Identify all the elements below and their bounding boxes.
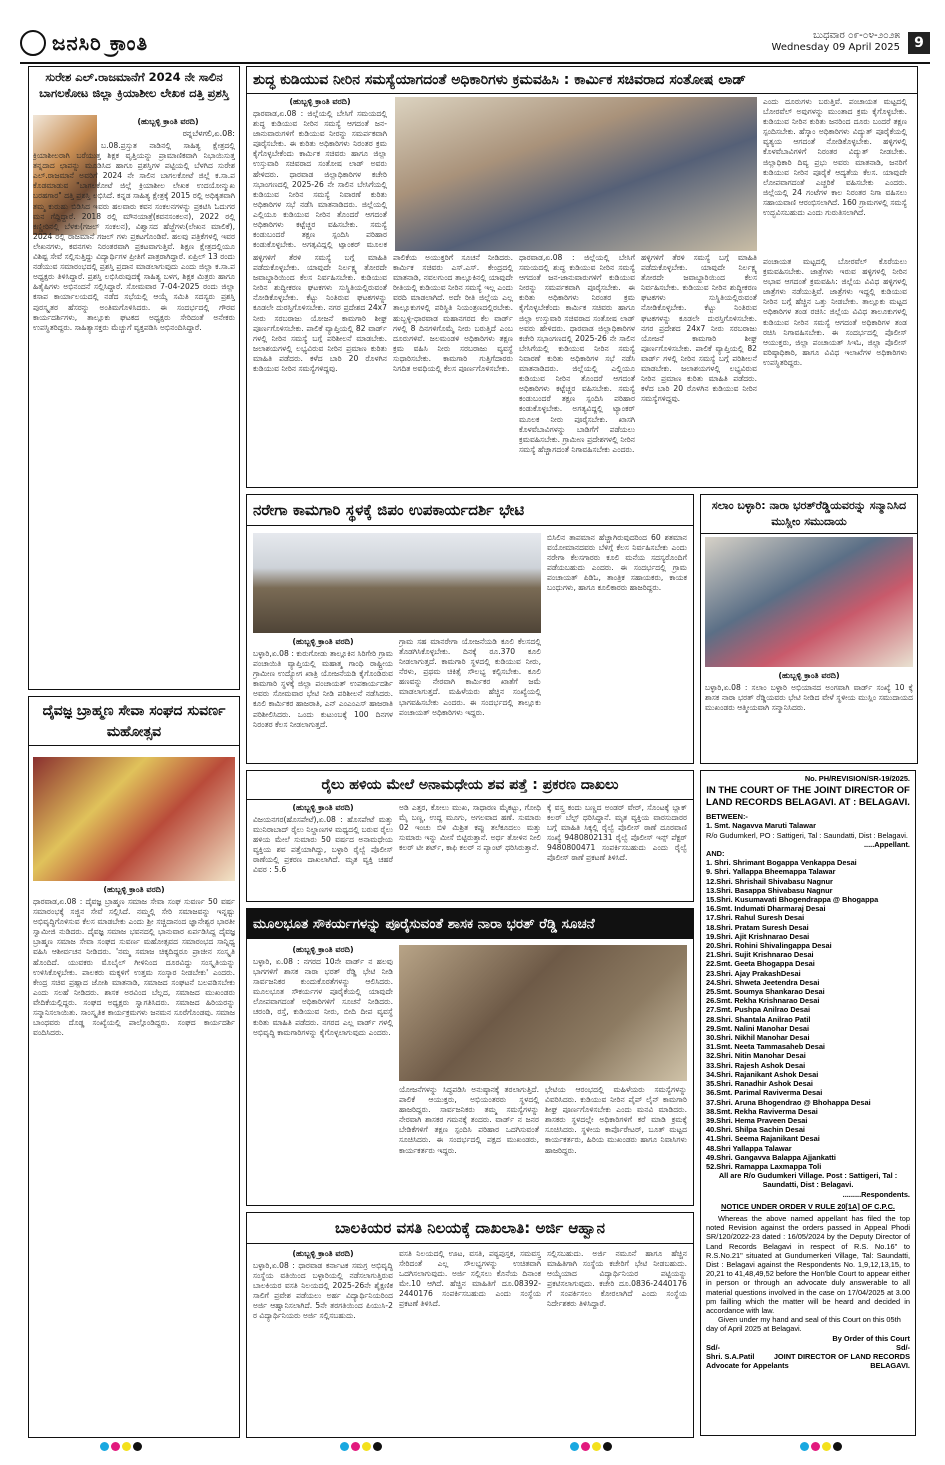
cyan-dot	[340, 1442, 349, 1451]
registration-marks-3	[570, 1442, 612, 1451]
railway-col-2: ಅಡಿ ಎತ್ತರ, ಕೋಲು ಮುಖ, ಸಾಧಾರಣ ಮೈಕಟ್ಟು, ಗೋಧಿ ಮೈ ಬಣ್ಣ, ಉದ್ದ ಮೂಗು, ಅಗಲವಾದ ಹಣೆ. ಸುಮಾರು 02 ಇಂಚು ಬಿಳಿ ಮಿಶ್ರಿತ ಕಪ್ಪು ತಲೆಕೂದಲು ಮತ್ತು ಸುಮಾರು ಇನ್ನು ಮೀಸೆ ಬಿಟ್ಟಿರುತ್ತಾನೆ. ಅರ್ಧ ತೋಳಿನ ನೀಲಿ ಕಲರ್ ಟೀ ಶರ್ಟ್, ಕಾಫಿ ಕಲರ್ ನ ಪ್ಯಾಂಟ್ ಧರಿಸಿರುತ್ತಾನೆ.	[399, 803, 541, 853]
daivajna-headline: ದೈವಜ್ಞ ಬ್ರಾಹ್ಮಣ ಸೇವಾ ಸಂಘದ ಸುವರ್ಣ ಮಹೋತ್ಸವ	[29, 697, 239, 746]
narega-article	[246, 494, 694, 764]
date-block	[772, 30, 900, 54]
infra-photo	[399, 945, 687, 1081]
page-number: 9	[908, 32, 930, 54]
appellant-name: 1. Smt. Nagavva Maruti Talawar	[706, 821, 816, 831]
respondent-item: 22.Smt. Geeta Bhogappa Desai	[706, 959, 815, 969]
respondent-item: 20.Shri. Rohini Shivalingappa Desai	[706, 941, 832, 951]
lead-col-2: ಪಾಲಿಕೆಯ ಅಯುಕ್ತರಿಗೆ ಸೂಚನೆ ನೀಡಿದರು. ಕಾರ್ಮಿಕ ಸಚಿವರು ಎಸ್.ಎಸ್. ಕೇಂದ್ರದಲ್ಲಿ ಮಾತನಾಡಿ, ನವಲಗುಂದ ತಾಲ್ಲೂಕಿನಲ್ಲಿ ಯಾವುದೇ ರೀತಿಯಲ್ಲಿ ಕುಡಿಯುವ ನೀರಿನ ಸಮಸ್ಯೆ ಇಲ್ಲ ಎಂದು ವರದಿ ಮಾಡಲಾಗಿದೆ. ಅದೇ ರೀತಿ ಜಿಲ್ಲೆಯ ಎಲ್ಲ ತಾಲ್ಲೂಕುಗಳಲ್ಲಿ ಪರಿಸ್ಥಿತಿ ನಿಯಂತ್ರಣದಲ್ಲಿರಬೇಕು. ಹುಬ್ಬಳ್ಳಿ-ಧಾರವಾಡ ಮಹಾನಗರದ ಕೆಲ ವಾರ್ಡ್ ಗಳಲ್ಲಿ 8 ದಿನಗಳಿಗೊಮ್ಮೆ ನೀರು ಬರುತ್ತಿದೆ ಎಂಬ ದೂರುಗಳಿವೆ. ಜಲಮಂಡಳಿ ಅಧಿಕಾರಿಗಳು ತಕ್ಷಣ ಕ್ರಮ ವಹಿಸಿ ನೀರು ಸರಬರಾಜು ವ್ಯವಸ್ಥೆ ಸುಧಾರಿಸಬೇಕು. ಕಾಮಗಾರಿ ಗುತ್ತಿಗೆದಾರರು ನಿಗದಿತ ಅವಧಿಯಲ್ಲಿ ಕೆಲಸ ಪೂರ್ಣಗೊಳಿಸಬೇಕು.	[393, 253, 513, 374]
respondents-address: All are R/o Gudumkeri Village. Post : Sattigeri, Tal : Saundatti, Dist : Belagavi.	[718, 1171, 898, 1190]
respondent-item: 17.Shri. Rahul Suresh Desai	[706, 913, 805, 923]
court-ref-no: No. PH/REVISION/SR-19/2025.	[804, 774, 910, 783]
respondent-item: 39.Shri. Hema Praveen Desai	[706, 1115, 808, 1125]
black-dot	[373, 1442, 382, 1451]
cyan-dot	[100, 1442, 109, 1451]
respondent-item: 1. Shri. Shrimant Bogappa Venkappa Desai	[706, 858, 857, 868]
respondent-item: 30.Shri. Nikhil Manohar Desai	[706, 1033, 810, 1043]
hostel-headline: ಬಾಲಕಿಯರ ವಸತಿ ನಿಲಯಕ್ಕೆ ದಾಖಲಾತಿ: ಅರ್ಜಿ ಆಹ್ವಾನ	[247, 1213, 693, 1244]
signature-row-names	[706, 1352, 910, 1361]
respondent-item: 24.Shri. Shweta Jeetendra Desai	[706, 977, 820, 987]
lead-col-1b: ಹಳ್ಳಿಗಳಿಗೆ ತೆರಳಿ ಸಮಸ್ಯೆ ಬಗ್ಗೆ ಮಾಹಿತಿ ಪಡೆದುಕೊಳ್ಳಬೇಕು. ಯಾವುದೇ ನಿರ್ಲಕ್ಷ್ಯ ತೋರದೇ ಜವಾಬ್ದಾರಿಯಿಂದ ಕೆಲಸ ನಿರ್ವಹಿಸಬೇಕು. ಕುಡಿಯುವ ನೀರಿನ ಶುದ್ಧೀಕರಣ ಘಟಕಗಳು ಸುಸ್ಥಿತಿಯಲ್ಲಿರುವಂತೆ ನೋಡಿಕೊಳ್ಳಬೇಕು. ಕೆಟ್ಟು ನಿಂತಿರುವ ಘಟಕಗಳನ್ನು ಕೂಡಲೇ ದುರಸ್ತಿಗೊಳಿಸಬೇಕು. ನಗರ ಪ್ರದೇಶದ 24x7 ನೀರು ಸರಬರಾಜು ಯೋಜನೆ ಕಾಮಗಾರಿ ಶೀಘ್ರ ಪೂರ್ಣಗೊಳಿಸಬೇಕು. ಪಾಲಿಕೆ ವ್ಯಾಪ್ತಿಯಲ್ಲಿ 82 ವಾರ್ಡ್ ಗಳಲ್ಲಿ ನೀರಿನ ಸಮಸ್ಯೆ ಬಗ್ಗೆ ಪರಿಶೀಲನೆ ಮಾಡಬೇಕು. ಜಲಾಶಯಗಳಲ್ಲಿ ಲಭ್ಯವಿರುವ ನೀರಿನ ಪ್ರಮಾಣ ಕುರಿತು ಮಾಹಿತಿ ಪಡೆದರು. ಕಳೆದ ಬಾರಿ 20 ರೊಳಗಿನ ಕುಡಿಯುವ ನೀರಿನ ಸಮಸ್ಯೆಗಳಿದ್ದವು.	[253, 253, 387, 374]
court-between: BETWEEN:-	[706, 812, 748, 822]
infra-byline: (ಹುಬ್ಬಳ್ಳಿ ಕ್ರಾಂತಿ ವರದಿ)	[292, 945, 354, 954]
hostel-col-2: ವಸತಿ ನಿಲಯದಲ್ಲಿ ಊಟ, ವಸತಿ, ಪಠ್ಯಪುಸ್ತಕ, ಸಮವಸ್ತ್ರ ಸೇರಿದಂತೆ ಎಲ್ಲ ಸೌಲಭ್ಯಗಳನ್ನು ಉಚಿತವಾಗಿ ಒದಗಿಸಲಾಗುವುದು. ಅರ್ಜಿ ಸಲ್ಲಿಸಲು ಕೊನೆಯ ದಿನಾಂಕ ಮೇ.10 ಆಗಿದೆ. ಹೆಚ್ಚಿನ ಮಾಹಿತಿಗೆ ದೂ.08392-2440176 ಸಂಪರ್ಕಿಸಬಹುದು ಎಂದು ಸಂಸ್ಥೆಯ ಪ್ರಕಟಣೆ ತಿಳಿಸಿದೆ.	[399, 1249, 541, 1309]
salaam-body: ಬಳ್ಳಾರಿ,ಏ.08 : ಸಲಾಂ ಬಳ್ಳಾರಿ ಅಭಿಯಾನದ ಅಂಗವಾಗಿ ವಾರ್ಡ್ ಸಂಖ್ಯೆ 10 ಕ್ಕೆ ಶಾಸಕ ನಾರಾ ಭರತ್ ರೆಡ್ಡಿಯವರು ಭೇಟಿ ನೀಡಿದ ವೇಳೆ ಸ್ಥಳೀಯ ಮುಸ್ಲಿಂ ಸಮುದಾಯದ ಮುಖಂಡರು ಆತ್ಮೀಯವಾಗಿ ಸನ್ಮಾನಿಸಿದರು.	[705, 683, 913, 713]
daivajna-photo	[33, 757, 235, 881]
railway-col-1: ವಿಜಯನಗರ(ಹೊಸಪೇಟೆ),ಏ.08 : ಹೊಸಪೇಟೆ ಮತ್ತು ಮುನಿರಾಬಾದ್ ರೈಲು ನಿಲ್ದಾಣಗಳ ಮಧ್ಯದಲ್ಲಿ ಬರುವ ರೈಲು ಹಳಿಯ ಮೇಲೆ ಸುಮಾರು 50 ವರ್ಷದ ಅನಾಮಧೇಯ ವ್ಯಕ್ತಿಯ ಶವ ಪತ್ತೆಯಾಗಿದ್ದು, ಬಳ್ಳಾರಿ ರೈಲ್ವೆ ಪೊಲೀಸ್ ಠಾಣೆಯಲ್ಲಿ ಪ್ರಕರಣ ದಾಖಲಾಗಿದೆ. ಮೃತ ವ್ಯಕ್ತಿ ಚಹರೆ ವಿವರ : 5.6	[253, 815, 393, 875]
signature-row-roles	[706, 1361, 910, 1370]
railway-headline: ರೈಲು ಹಳಿಯ ಮೇಲೆ ಅನಾಮಧೇಯ ಶವ ಪತ್ತೆ : ಪ್ರಕರಣ ದಾಖಲು	[247, 771, 693, 800]
registration-marks-4	[800, 1442, 842, 1451]
infra-col-2: ಯೋಜನೆಗಳನ್ನು ಸಿದ್ಧಪಡಿಸಿ ಅನುಷ್ಠಾನಕ್ಕೆ ತರಲಾಗುತ್ತಿದೆ. ಪಾಲಿಕೆ ಆಯುಕ್ತರು, ಅಭಿಯಂತರರು ಸ್ಥಳದಲ್ಲಿ ಹಾಜರಿದ್ದರು. ಸಾರ್ವಜನಿಕರು ತಮ್ಮ ಸಮಸ್ಯೆಗಳನ್ನು ನೇರವಾಗಿ ಶಾಸಕರ ಗಮನಕ್ಕೆ ತಂದರು. ವಾರ್ಡ್ ನ ಜನರ ಬೇಡಿಕೆಗಳಿಗೆ ತಕ್ಷಣ ಸ್ಪಂದಿಸಿ ಪರಿಹಾರ ಒದಗಿಸುವಂತೆ ಸೂಚಿಸಿದರು. ಈ ಸಂದರ್ಭದಲ್ಲಿ ಪಕ್ಷದ ಮುಖಂಡರು, ಕಾರ್ಯಕರ್ತರು ಇದ್ದರು.	[399, 1085, 539, 1155]
respondent-item: 36.Smt. Parimal Raviverma Desai	[706, 1088, 823, 1098]
lead-col-4: ಹಳ್ಳಿಗಳಿಗೆ ತೆರಳಿ ಸಮಸ್ಯೆ ಬಗ್ಗೆ ಮಾಹಿತಿ ಪಡೆದುಕೊಳ್ಳಬೇಕು. ಯಾವುದೇ ನಿರ್ಲಕ್ಷ್ಯ ತೋರದೇ ಜವಾಬ್ದಾರಿಯಿಂದ ಕೆಲಸ ನಿರ್ವಹಿಸಬೇಕು. ಕುಡಿಯುವ ನೀರಿನ ಶುದ್ಧೀಕರಣ ಘಟಕಗಳು ಸುಸ್ಥಿತಿಯಲ್ಲಿರುವಂತೆ ನೋಡಿಕೊಳ್ಳಬೇಕು. ಕೆಟ್ಟು ನಿಂತಿರುವ ಘಟಕಗಳನ್ನು ಕೂಡಲೇ ದುರಸ್ತಿಗೊಳಿಸಬೇಕು. ನಗರ ಪ್ರದೇಶದ 24x7 ನೀರು ಸರಬರಾಜು ಯೋಜನೆ ಕಾಮಗಾರಿ ಶೀಘ್ರ ಪೂರ್ಣಗೊಳಿಸಬೇಕು. ಪಾಲಿಕೆ ವ್ಯಾಪ್ತಿಯಲ್ಲಿ 82 ವಾರ್ಡ್ ಗಳಲ್ಲಿ ನೀರಿನ ಸಮಸ್ಯೆ ಬಗ್ಗೆ ಪರಿಶೀಲನೆ ಮಾಡಬೇಕು. ಜಲಾಶಯಗಳಲ್ಲಿ ಲಭ್ಯವಿರುವ ನೀರಿನ ಪ್ರಮಾಣ ಕುರಿತು ಮಾಹಿತಿ ಪಡೆದರು. ಕಳೆದ ಬಾರಿ 20 ರೊಳಗಿನ ಕುಡಿಯುವ ನೀರಿನ ಸಮಸ್ಯೆಗಳಿದ್ದವು.	[641, 253, 757, 404]
infra-article	[246, 908, 694, 1206]
given-under: Given under my hand and seal of this Court on this 05th day of April 2025 at Belagavi.	[706, 1315, 901, 1334]
yellow-dot	[592, 1442, 601, 1451]
respondents-list	[706, 858, 910, 1171]
lead-photo	[395, 97, 757, 251]
respondent-item: 13.Shri. Basappa Shivabasu Nagnur	[706, 885, 833, 895]
sd-right: Sd/-	[896, 1342, 910, 1352]
magenta-dot	[351, 1442, 360, 1451]
infra-col-3: ಭೇಟಿಯ ಆರಂಭದಲ್ಲಿ ಮಹಿಳೆಯರು ಸಮಸ್ಯೆಗಳನ್ನು ವಿವರಿಸಿದರು. ಕುಡಿಯುವ ನೀರಿನ ಪೈಪ್ ಲೈನ್ ಕಾಮಗಾರಿ ಶೀಘ್ರ ಪೂರ್ಣಗೊಳಿಸಬೇಕು ಎಂದು ಮನವಿ ಮಾಡಿದರು. ಶಾಸಕರು ಸ್ಥಳದಲ್ಲೇ ಅಧಿಕಾರಿಗಳಿಗೆ ಕರೆ ಮಾಡಿ ಕ್ರಮಕ್ಕೆ ಸೂಚಿಸಿದರು. ಸ್ಥಳೀಯ ಕಾರ್ಪೊರೇಟರ್, ಬೂತ್ ಮಟ್ಟದ ಕಾರ್ಯಕರ್ತರು, ಹಿರಿಯ ಮುಖಂಡರು ಹಾಗೂ ನಿವಾಸಿಗಳು ಹಾಜರಿದ್ದರು.	[545, 1085, 687, 1155]
respondent-item: 15.Shri. Kusumavati Bhogendrappa @ Bhogappa	[706, 895, 879, 905]
respondent-item: 35.Shri. Ranadhir Ashok Desai	[706, 1079, 813, 1089]
respondent-item: 31.Smt. Neeta Tammasaheb Desai	[706, 1042, 825, 1052]
respondent-item: 34.Shri. Rajanikant Ashok Desai	[706, 1069, 819, 1079]
narega-col-1: ಬಳ್ಳಾರಿ,ಏ.08 : ಕುರುಗೋಡು ತಾಲ್ಲೂಕಿನ ಸಿರಿಗೇರಿ ಗ್ರಾಮ ಪಂಚಾಯಿತಿ ವ್ಯಾಪ್ತಿಯಲ್ಲಿ ಮಹಾತ್ಮ ಗಾಂಧಿ ರಾಷ್ಟ್ರೀಯ ಗ್ರಾಮೀಣ ಉದ್ಯೋಗ ಖಾತ್ರಿ ಯೋಜನೆಯಡಿ ಕೈಗೊಂಡಿರುವ ಕಾಮಗಾರಿ ಸ್ಥಳಕ್ಕೆ ಜಿಲ್ಲಾ ಪಂಚಾಯತ್ ಉಪಕಾರ್ಯದರ್ಶಿ ಅವರು ಸೋಮವಾರ ಭೇಟಿ ನೀಡಿ ಪರಿಶೀಲನೆ ನಡೆಸಿದರು. ಕೂಲಿ ಕಾರ್ಮಿಕರ ಹಾಜರಾತಿ, ಎನ್ ಎಂಎಂಎಸ್ ಹಾಜರಾತಿ ಪರಿಶೀಲಿಸಿದರು. ಒಂದು ಕುಟುಂಬಕ್ಕೆ 100 ದಿನಗಳ ನಿರಂತರ ಕೆಲಸ ನೀಡಲಾಗುತ್ತದೆ.	[253, 649, 393, 729]
magenta-dot	[811, 1442, 820, 1451]
respondent-item: 29.Smt. Nalini Manohar Desai	[706, 1023, 810, 1033]
page-header	[20, 28, 930, 64]
sign2-role: JOINT DIRECTOR OF LAND RECORDS	[773, 1351, 910, 1361]
yellow-dot	[122, 1442, 131, 1451]
court-and: AND:	[706, 849, 725, 859]
lead-headline: ಶುದ್ಧ ಕುಡಿಯುವ ನೀರಿನ ಸಮಸ್ಯೆಯಾಗದಂತೆ ಅಧಿಕಾರಿಗಳು ಕ್ರಮವಹಿಸಿ : ಕಾರ್ಮಿಕ ಸಚಿವರಾದ ಸಂತೋಷ ಲಾಡ್	[247, 67, 917, 94]
magenta-dot	[111, 1442, 120, 1451]
respondent-item: 16.Smt. Indumati Dharmaraj Desai	[706, 904, 826, 914]
lead-article	[246, 66, 918, 488]
daivajna-byline: (ಹುಬ್ಬಳ್ಳಿ ಕ್ರಾಂತಿ ವರದಿ)	[103, 885, 165, 894]
respondent-item: 23.Shri. Ajay PrakashDesai	[706, 968, 801, 978]
court-title: IN THE COURT OF THE JOINT DIRECTOR OF LAND RECORDS BELAGAVI. AT : BELAGAVI.	[706, 785, 910, 809]
registration-marks-2	[340, 1442, 382, 1451]
yellow-dot	[362, 1442, 371, 1451]
respondent-item: 40.Shri. Shilpa Sachin Desai	[706, 1125, 805, 1135]
masthead	[20, 28, 148, 58]
respondent-item: 37.Shri. Aruna Bhogendrao @ Bhohappa Desai	[706, 1097, 871, 1107]
respondent-item: 33.Shri. Rajesh Ashok Desai	[706, 1060, 806, 1070]
black-dot	[603, 1442, 612, 1451]
black-dot	[133, 1442, 142, 1451]
sd-left: Sd/-	[706, 1342, 720, 1352]
yellow-dot	[822, 1442, 831, 1451]
respondent-item: 25.Smt. Soumya Shankarao Desai	[706, 987, 825, 997]
lead-byline: (ಹುಬ್ಬಳ್ಳಿ ಕ್ರಾಂತಿ ವರದಿ)	[289, 97, 351, 106]
narega-col-2: ಗ್ರಾಮ ಸಹ ಮಾನರೇಗಾ ಯೋಜನೆಯಡಿ ಕೂಲಿ ಕೆಲಸದಲ್ಲಿ ತೊಡಗಿಸಿಕೊಳ್ಳಬೇಕು. ದಿನಕ್ಕೆ ರೂ.370 ಕೂಲಿ ನೀಡಲಾಗುತ್ತದೆ. ಕಾಮಗಾರಿ ಸ್ಥಳದಲ್ಲಿ ಕುಡಿಯುವ ನೀರು, ನೆರಳು, ಪ್ರಥಮ ಚಿಕಿತ್ಸೆ ಸೌಲಭ್ಯ ಕಲ್ಪಿಸಬೇಕು. ಕೂಲಿ ಹಣವನ್ನು ನೇರವಾಗಿ ಕಾರ್ಮಿಕರ ಖಾತೆಗೆ ಜಮೆ ಮಾಡಲಾಗುತ್ತದೆ. ಮಹಿಳೆಯರು ಹೆಚ್ಚಿನ ಸಂಖ್ಯೆಯಲ್ಲಿ ಭಾಗವಹಿಸಬೇಕು ಎಂದರು. ಈ ಸಂದರ್ಭದಲ್ಲಿ ತಾಲ್ಲೂಕು ಪಂಚಾಯತ್ ಅಧಿಕಾರಿಗಳು ಇದ್ದರು.	[399, 637, 541, 717]
narega-headline: ನರೇಗಾ ಕಾಮಗಾರಿ ಸ್ಥಳಕ್ಕೆ ಜಿಪಂ ಉಪಕಾರ್ಯದರ್ಶಿ ಭೇಟಿ	[247, 495, 693, 526]
lead-col-3: ಧಾರವಾಡ,ಏ.08 : ಜಿಲ್ಲೆಯಲ್ಲಿ ಬೇಸಿಗೆ ಸಮಯದಲ್ಲಿ ಶುದ್ಧ ಕುಡಿಯುವ ನೀರಿನ ಸಮಸ್ಯೆ ಆಗದಂತೆ ಜನ-ಜಾನುವಾರುಗಳಿಗೆ ಕುಡಿಯುವ ನೀರನ್ನು ಸಮರ್ಪಕವಾಗಿ ಪೂರೈಸಬೇಕು. ಈ ಕುರಿತು ಅಧಿಕಾರಿಗಳು ನಿರಂತರ ಕ್ರಮ ಕೈಗೊಳ್ಳಬೇಕೆಂದು ಕಾರ್ಮಿಕ ಸಚಿವರು ಹಾಗೂ ಜಿಲ್ಲಾ ಉಸ್ತುವಾರಿ ಸಚಿವರಾದ ಸಂತೋಷ ಲಾಡ್ ಅವರು ಹೇಳಿದರು. ಧಾರವಾಡ ಜಿಲ್ಲಾಧಿಕಾರಿಗಳ ಕಚೇರಿ ಸಭಾಂಗಣದಲ್ಲಿ 2025-26 ನೇ ಸಾಲಿನ ಬೇಸಿಗೆಯಲ್ಲಿ ಕುಡಿಯುವ ನೀರಿನ ಸಮಸ್ಯೆ ನಿವಾರಣೆ ಕುರಿತು ಅಧಿಕಾರಿಗಳ ಸಭೆ ನಡೆಸಿ ಮಾತನಾಡಿದರು. ಜಿಲ್ಲೆಯಲ್ಲಿ ಎಲ್ಲಿಯೂ ಕುಡಿಯುವ ನೀರಿನ ತೊಂದರೆ ಆಗದಂತೆ ಅಧಿಕಾರಿಗಳು ಕಟ್ಟೆಚ್ಚರ ವಹಿಸಬೇಕು. ಸಮಸ್ಯೆ ಕಂಡುಬಂದರೆ ತಕ್ಷಣ ಸ್ಪಂದಿಸಿ ಪರಿಹಾರ ಕಂಡುಕೊಳ್ಳಬೇಕು. ಅಗತ್ಯವಿದ್ದಲ್ಲಿ ಟ್ಯಾಂಕರ್ ಮೂಲಕ ನೀರು ಪೂರೈಸಬೇಕು. ಖಾಸಗಿ ಕೊಳವೆಬಾವಿಗಳನ್ನು ಬಾಡಿಗೆಗೆ ಪಡೆಯಲು ಕ್ರಮವಹಿಸಬೇಕು. ಗ್ರಾಮೀಣ ಪ್ರದೇಶಗಳಲ್ಲಿ ನೀರಿನ ಸಮಸ್ಯೆ ಹೆಚ್ಚಾಗದಂತೆ ನಿಗಾವಹಿಸಬೇಕು ಎಂದರು.	[519, 253, 635, 454]
narega-byline: (ಹುಬ್ಬಳ್ಳಿ ಕ್ರಾಂತಿ ವರದಿ)	[292, 637, 354, 646]
railway-col-3: ಕ್ಕೆ ವಸ್ತ್ರ ಕಂದು ಬಣ್ಣದ ಅಂಡರ್ ವೇರ್, ಸೊಂಟಕ್ಕೆ ಬ್ಲಾಕ್ ಕಲರ್ ಬೆಲ್ಟ್ ಧರಿಸಿದ್ದಾನೆ. ಮೃತ ವ್ಯಕ್ತಿಯ ವಾರಸುದಾರರ ಬಗ್ಗೆ ಮಾಹಿತಿ ಸಿಕ್ಕಲ್ಲಿ ರೈಲ್ವೆ ಪೊಲೀಸ್ ಠಾಣೆ ದೂರವಾಣಿ ಸಂಖ್ಯೆ 9480802131 ರೈಲ್ವೆ ಪೊಲೀಸ್ ಇನ್ಸ್ ಪೆಕ್ಟರ್ 9480800471 ಸಂಪರ್ಕಿಸಬಹುದು ಎಂದು ರೈಲ್ವೆ ಪೊಲೀಸ್ ಠಾಣೆ ಪ್ರಕಟಣೆ ತಿಳಿಸಿದೆ.	[547, 803, 687, 863]
hostel-article	[246, 1212, 694, 1438]
salaam-photo	[705, 537, 913, 667]
masthead-logo-icon	[20, 30, 46, 56]
masthead-title: ಜನಸಿರಿ ಕ್ರಾಂತಿ	[52, 31, 149, 55]
sign1-name: Shri. S.A.Patil	[706, 1351, 755, 1361]
award-body: ಬ.08.ಪ್ರಸ್ತುತ ನಾಡಿನಲ್ಲಿ ಸಾಹಿತ್ಯ ಕ್ಷೇತ್ರದಲ್ಲಿ ಕ್ರಿಯಾಶೀಲರಾಗಿ ಬರೆಯುತ್ತ ಶಿಕ್ಷಕ ವೃತ್ತಿಯನ್ನು ಪ್ರಾಮಾಣಿಕವಾಗಿ ನಿಭಾಯಿಸುತ್ತ ತನ್ನದಾದ ಛಾಪನ್ನು ಮೂಡಿಸಿದ ಹಾಗೂ ಪ್ರಶಸ್ತಿಗಳ ಪಟ್ಟಿಯಲ್ಲಿ ಬೆಳಗಿದ ಸುರೇಶ ಎಲ್.ರಾಜಮಾನೆ ಅವರಿಗೆ 2024 ನೇ ಸಾಲಿನ ಬಾಗಲಕೋಟೆ ಜಿಲ್ಲೆ ಕ.ಸಾ.ಪ ಕೊಡಮಾಡುವ "ಬಾಗಲಕೋಟೆ ಜಿಲ್ಲೆ ಕ್ರಿಯಾಶೀಲ ಲೇಖಕ ಉದಯೋನ್ಮುಖ ಬರಹಗಾರ" ದತ್ತಿ ಪ್ರಶಸ್ತಿ ಲಭಿಸಿದೆ. ಕನ್ನಡ ಸಾಹಿತ್ಯ ಕ್ಷೇತ್ರಕ್ಕೆ 2015 ರಲ್ಲಿ ಅಧಿಕೃತವಾಗಿ ತಮ್ಮ ಕುರುಹು ಬಿಡಿಸಿದ ಇವರು ಹಲವಾರು ಕವನ ಸಂಕಲನಗಳನ್ನು ಪ್ರಕಟಿಸಿ ಓದುಗರ ಮನ ಗೆದ್ದಿದ್ದಾರೆ. 2018 ರಲ್ಲಿ ಮೌನಯಾತ್ರೆ(ಕವನಸಂಕಲನ), 2022 ರಲ್ಲಿ ಕಣ್ಣೀರಿನಲ್ಲಿ ಬೆಳಕು(ಗಜಲ್ ಸಂಕಲನ), ವಿಶ್ವಾಸದ ಹೆಜ್ಜೆಗಳು(ಲೇಖನ ಮಾಲಿಕೆ), 2024 ರಲ್ಲಿ ರಾಜಮಾನೆ ಗಜಲ್ ಗಳು ಪ್ರಕಟಗೊಂಡಿವೆ. ಹಲವು ಪತ್ರಿಕೆಗಳಲ್ಲಿ ಇವರ ಲೇಖನಗಳು, ಕವನಗಳು ನಿರಂತರವಾಗಿ ಪ್ರಕಟವಾಗುತ್ತಿವೆ. ಶಿಕ್ಷಣ ಕ್ಷೇತ್ರದಲ್ಲಿಯೂ ವಿಶಿಷ್ಟ ಸೇವೆ ಸಲ್ಲಿಸುತ್ತಿದ್ದು ವಿದ್ಯಾರ್ಥಿಗಳ ಪ್ರೀತಿಗೆ ಪಾತ್ರರಾಗಿದ್ದಾರೆ. ಏಪ್ರಿಲ್ 13 ರಂದು ನಡೆಯುವ ಸಮಾರಂಭದಲ್ಲಿ ಪ್ರಶಸ್ತಿ ಪ್ರದಾನ ಮಾಡಲಾಗುವುದು ಎಂದು ಜಿಲ್ಲಾ ಕ.ಸಾ.ಪ ಅಧ್ಯಕ್ಷರು ತಿಳಿಸಿದ್ದಾರೆ. ಪ್ರಶಸ್ತಿ ಲಭಿಸಿರುವುದಕ್ಕೆ ಸಾಹಿತ್ಯ ಬಳಗ, ಶಿಕ್ಷಕ ಮಿತ್ರರು ಹಾಗೂ ಹಿತೈಷಿಗಳು ಅಭಿನಂದನೆ ಸಲ್ಲಿಸಿದ್ದಾರೆ. ಸೋಮವಾರ 7-04-2025 ರಂದು ಜಿಲ್ಲಾ ಕಸಾಪ ಕಾರ್ಯಾಲಯದಲ್ಲಿ ನಡೆದ ಸಭೆಯಲ್ಲಿ ಆಯ್ಕೆ ಸಮಿತಿ ಸದಸ್ಯರು ಪ್ರಶಸ್ತಿ ಪುರಸ್ಕೃತರ ಹೆಸರನ್ನು ಅಂತಿಮಗೊಳಿಸಿದರು. ಈ ಸಂದರ್ಭದಲ್ಲಿ ಗೌರವ ಕಾರ್ಯದರ್ಶಿಗಳು, ತಾಲ್ಲೂಕು ಘಟಕದ ಅಧ್ಯಕ್ಷರು ಸೇರಿದಂತೆ ಅನೇಕರು ಉಪಸ್ಥಿತರಿದ್ದರು. ಸಾಹಿತ್ಯಾಸಕ್ತರು ಮೆಚ್ಚುಗೆ ವ್ಯಕ್ತಪಡಿಸಿ ಅಭಿನಂದಿಸಿದ್ದಾರೆ.	[33, 141, 235, 332]
respondent-item: 28.Shri. Shantala Anilrao Patil	[706, 1014, 811, 1024]
lead-col-1: ಧಾರವಾಡ,ಏ.08 : ಜಿಲ್ಲೆಯಲ್ಲಿ ಬೇಸಿಗೆ ಸಮಯದಲ್ಲಿ ಶುದ್ಧ ಕುಡಿಯುವ ನೀರಿನ ಸಮಸ್ಯೆ ಆಗದಂತೆ ಜನ-ಜಾನುವಾರುಗಳಿಗೆ ಕುಡಿಯುವ ನೀರನ್ನು ಸಮರ್ಪಕವಾಗಿ ಪೂರೈಸಬೇಕು. ಈ ಕುರಿತು ಅಧಿಕಾರಿಗಳು ನಿರಂತರ ಕ್ರಮ ಕೈಗೊಳ್ಳಬೇಕೆಂದು ಕಾರ್ಮಿಕ ಸಚಿವರು ಹಾಗೂ ಜಿಲ್ಲಾ ಉಸ್ತುವಾರಿ ಸಚಿವರಾದ ಸಂತೋಷ ಲಾಡ್ ಅವರು ಹೇಳಿದರು. ಧಾರವಾಡ ಜಿಲ್ಲಾಧಿಕಾರಿಗಳ ಕಚೇರಿ ಸಭಾಂಗಣದಲ್ಲಿ 2025-26 ನೇ ಸಾಲಿನ ಬೇಸಿಗೆಯಲ್ಲಿ ಕುಡಿಯುವ ನೀರಿನ ಸಮಸ್ಯೆ ನಿವಾರಣೆ ಕುರಿತು ಅಧಿಕಾರಿಗಳ ಸಭೆ ನಡೆಸಿ ಮಾತನಾಡಿದರು. ಜಿಲ್ಲೆಯಲ್ಲಿ ಎಲ್ಲಿಯೂ ಕುಡಿಯುವ ನೀರಿನ ತೊಂದರೆ ಆಗದಂತೆ ಅಧಿಕಾರಿಗಳು ಕಟ್ಟೆಚ್ಚರ ವಹಿಸಬೇಕು. ಸಮಸ್ಯೆ ಕಂಡುಬಂದರೆ ತಕ್ಷಣ ಸ್ಪಂದಿಸಿ ಪರಿಹಾರ ಕಂಡುಕೊಳ್ಳಬೇಕು. ಅಗತ್ಯವಿದ್ದಲ್ಲಿ ಟ್ಯಾಂಕರ್ ಮೂಲಕ	[253, 109, 387, 249]
respondent-item: 12.Shri. Shrishail Shivabasu Nagnur	[706, 876, 833, 886]
respondent-item: 52.Shri. Ramappa Laxmappa Toli	[706, 1161, 822, 1171]
salaam-article	[700, 494, 918, 764]
salaam-headline: ಸಲಾಂ ಬಳ್ಳಾರಿ: ನಾರಾ ಭರತ್‌ರೆಡ್ಡಿಯವರನ್ನು ಸನ್ಮಾನಿಸಿದ ಮುಸ್ಲೀಂ ಸಮುದಾಯ	[701, 495, 917, 534]
hostel-col-3: ಸಲ್ಲಿಸಬಹುದು. ಅರ್ಜಿ ನಮೂನೆ ಹಾಗೂ ಹೆಚ್ಚಿನ ಮಾಹಿತಿಗಾಗಿ ಸಂಸ್ಥೆಯ ಕಚೇರಿಗೆ ಭೇಟಿ ನೀಡಬಹುದು. ಆಯ್ಕೆಯಾದ ವಿದ್ಯಾರ್ಥಿನಿಯರ ಪಟ್ಟಿಯನ್ನು ಪ್ರಕಟಿಸಲಾಗುವುದು. ಕಚೇರಿ ದೂ.0836-2440176 ಗೆ ಸಂಪರ್ಕಿಸಲು ಕೋರಲಾಗಿದೆ ಎಂದು ಸಂಸ್ಥೆಯ ನಿರ್ದೇಶಕರು ತಿಳಿಸಿದ್ದಾರೆ.	[547, 1249, 687, 1309]
narega-photo	[253, 533, 541, 633]
sign2-place: BELAGAVI.	[870, 1361, 910, 1371]
black-dot	[833, 1442, 842, 1451]
signature-row-sd	[706, 1343, 910, 1352]
sign1-role: Advocate for Appelants	[706, 1361, 789, 1371]
date-kannada: ಬುಧವಾರ ೦೯-೦೪-೨೦೨೫	[813, 30, 900, 41]
infra-col-1: ಬಳ್ಳಾರಿ, ಏ.08 : ನಗರದ 10ನೇ ವಾರ್ಡ್ ನ ಹಲವು ಭಾಗಗಳಿಗೆ ಶಾಸಕ ನಾರಾ ಭರತ್ ರೆಡ್ಡಿ ಭೇಟಿ ನೀಡಿ ಸಾರ್ವಜನಿಕರ ಕುಂದುಕೊರತೆಗಳನ್ನು ಆಲಿಸಿದರು. ಮೂಲಭೂತ ಸೌಕರ್ಯಗಳ ಪೂರೈಕೆಯಲ್ಲಿ ಯಾವುದೇ ಲೋಪವಾಗದಂತೆ ಅಧಿಕಾರಿಗಳಿಗೆ ಸೂಚನೆ ನೀಡಿದರು. ಚರಂಡಿ, ರಸ್ತೆ, ಕುಡಿಯುವ ನೀರು, ಬೀದಿ ದೀಪ ವ್ಯವಸ್ಥೆ ಕುರಿತು ಮಾಹಿತಿ ಪಡೆದರು. ನಗರದ ಎಲ್ಲ ವಾರ್ಡ್ ಗಳಲ್ಲಿ ಅಭಿವೃದ್ಧಿ ಕಾಮಗಾರಿಗಳನ್ನು ಕೈಗೊಳ್ಳಲಾಗುವುದು ಎಂದರು.	[253, 957, 393, 1037]
respondent-item: 26.Smt. Rekha Krishnarao Desai	[706, 996, 820, 1006]
hostel-col-1: ಬಳ್ಳಾರಿ,ಏ.08 : ಧಾರವಾಡ ಕರ್ನಾಟಕ ಸಮಗ್ರ ಅಭಿವೃದ್ಧಿ ಸಂಸ್ಥೆಯ ವತಿಯಿಂದ ಬಳ್ಳಾರಿಯಲ್ಲಿ ನಡೆಸಲಾಗುತ್ತಿರುವ ಬಾಲಕಿಯರ ವಸತಿ ನಿಲಯದಲ್ಲಿ 2025-26ನೇ ಶೈಕ್ಷಣಿಕ ಸಾಲಿಗೆ ಪ್ರವೇಶ ಪಡೆಯಲು ಅರ್ಹ ವಿದ್ಯಾರ್ಥಿನಿಯರಿಂದ ಅರ್ಜಿ ಆಹ್ವಾನಿಸಲಾಗಿದೆ. 5ನೇ ತರಗತಿಯಿಂದ ಪಿಯುಸಿ-2 ರ ವಿದ್ಯಾರ್ಥಿನಿಯರು ಅರ್ಜಿ ಸಲ್ಲಿಸಬಹುದು.	[253, 1261, 393, 1321]
hostel-byline: (ಹುಬ್ಬಳ್ಳಿ ಕ್ರಾಂತಿ ವರದಿ)	[292, 1249, 354, 1258]
award-headline: ಸುರೇಶ ಎಲ್.ರಾಜಮಾನೆಗೆ 2024 ನೇ ಸಾಲಿನ ಬಾಗಲಕೋಟ ಜಿಲ್ಲಾ ಕ್ರಿಯಾಶೀಲ ಲೇಖಕ ದತ್ತಿ ಪ್ರಶಸ್ತಿ	[39, 70, 229, 100]
respondent-item: 38.Smt. Rekha Raviverma Desai	[706, 1106, 818, 1116]
daivajna-body: ಧಾರವಾಡ,ಏ.08 : ದೈವಜ್ಞ ಬ್ರಾಹ್ಮಣ ಸಮಾಜ ಸೇವಾ ಸಂಘ ಸುವರ್ಣ 50 ವರ್ಷ ಸಮಾರಂಭಕ್ಕೆ ಸಜ್ಜಿನ ಸೇವೆ ಸಲ್ಲಿಸಿದೆ. ನಮ್ಮಲ್ಲಿ ಸೇರಿ ಸಮಾಜವನ್ನು ಇನ್ನಷ್ಟು ಅಭಿವೃದ್ಧಿಗೊಳಿಸುವ ಕೆಲಸ ಮಾಡಬೇಕು ಎಂದು ಶ್ರೀ ಸಚ್ಚಿದಾನಂದ ಜ್ಞಾನೇಶ್ವರ ಭಾರತೀ ಸ್ವಾಮೀಜಿ ನುಡಿದರು. ದೈವಜ್ಞ ಸಮಾಜ ಭವನದಲ್ಲಿ ಭಾನುವಾರ ಏರ್ಪಡಿಸಿದ್ದ ದೈವಜ್ಞ ಬ್ರಾಹ್ಮಣ ಸಮಾಜ ಸೇವಾ ಸಂಘದ ಸುವರ್ಣ ಮಹೋತ್ಸವದ ಸಮಾರಂಭದ ಸಾನ್ನಿಧ್ಯ ವಹಿಸಿ ಆಶೀರ್ವಚನ ನೀಡಿದರು. 'ನಮ್ಮ ಸಮಾಜ ಚಿಕ್ಕದಿದ್ದರೂ ಪ್ರಾಚೀನ ಸಂಸ್ಕೃತಿ ಹೊಂದಿದೆ. ಯುವಕರು ಮೊಬೈಲ್ ಗೀಳಿನಿಂದ ದೂರವಿದ್ದು ಸಂಸ್ಕೃತಿಯನ್ನು ಉಳಿಸಿಕೊಳ್ಳಬೇಕು. ಪಾಲಕರು ಮಕ್ಕಳಿಗೆ ಉತ್ತಮ ಸಂಸ್ಕಾರ ನೀಡಬೇಕು' ಎಂದರು. ಕೇಂದ್ರ ಸಚಿವ ಪ್ರಹ್ಲಾದ ಜೋಶಿ ಮಾತನಾಡಿ, ಸಮಾಜದ ಸಂಘಟನೆ ಬಲಪಡಿಸಬೇಕು ಎಂದು ಸಲಹೆ ನೀಡಿದರು. ಶಾಸಕ ಅರವಿಂದ ಬೆಲ್ಲದ, ಸಮಾಜದ ಮುಖಂಡರು ವೇದಿಕೆಯಲ್ಲಿದ್ದರು. ಸಂಘದ ಅಧ್ಯಕ್ಷರು ಸ್ವಾಗತಿಸಿದರು. ಸಮಾಜದ ಹಿರಿಯರನ್ನು ಸನ್ಮಾನಿಸಲಾಯಿತು. ಸಾಂಸ್ಕೃತಿಕ ಕಾರ್ಯಕ್ರಮಗಳು ಜನಮನ ಸೂರೆಗೊಂಡವು. ಸಮಾಜ ಬಾಂಧವರು ದೊಡ್ಡ ಸಂಖ್ಯೆಯಲ್ಲಿ ಪಾಲ್ಗೊಂಡಿದ್ದರು. ಸಂಘದ ಕಾರ್ಯದರ್ಶಿ ವಂದಿಸಿದರು.	[33, 897, 235, 1038]
respondent-item: 48.Shri Yallappa Talawar	[706, 1143, 792, 1153]
notice-title: NOTICE UNDER ORDER V RULE 20[1A] OF C.P.C.	[721, 1201, 895, 1211]
narega-col-3: ಬಿಸಿಲಿನ ತಾಪಮಾನ ಹೆಚ್ಚಾಗಿರುವುದರಿಂದ 60 ಶತಮಾನ ವಯೋಮಾನದವರು ಬೆಳಿಗ್ಗೆ ಕೆಲಸ ನಿರ್ವಹಿಸಬೇಕು ಎಂದು ನರೇಗಾ ಕೆಲಸಗಾರರು ಕೂಲಿ ಮನೆಯ ಸದಸ್ಯರೊಂದಿಗೆ ಪಡೆಯಬಹುದು ಎಂದರು. ಈ ಸಂದರ್ಭದಲ್ಲಿ ಗ್ರಾಮ ಪಂಚಾಯತ್ ಪಿಡಿಓ, ತಾಂತ್ರಿಕ ಸಹಾಯಕರು, ಕಾಯಕ ಬಂಧುಗಳು, ಹಾಗೂ ಕೂಲಿಕಾರರು ಹಾಜರಿದ್ದರು.	[547, 533, 687, 593]
respondents-role: .........Respondents.	[842, 1189, 910, 1199]
railway-article	[246, 770, 694, 902]
award-byline: (ಹುಬ್ಬಳ್ಳಿ ಕ್ರಾಂತಿ ವರದಿ)	[137, 117, 199, 126]
lead-col-5: ಎಂದು ದೂರುಗಳು ಬರುತ್ತಿವೆ. ಪಂಚಾಯತ ಮಟ್ಟದಲ್ಲಿ ಬೋರವೆಲ್ ಅವುಗಳನ್ನು ಮುಂತಾದ ಕ್ರಮ ಕೈಗೊಳ್ಳಬೇಕು. ಕುಡಿಯುವ ನೀರಿನ ಕುರಿತು ಜನರಿಂದ ದೂರು ಬಂದರೆ ತಕ್ಷಣ ಸ್ಪಂದಿಸಬೇಕು. ಹೆಸ್ಕಾಂ ಅಧಿಕಾರಿಗಳು ವಿದ್ಯುತ್ ಪೂರೈಕೆಯಲ್ಲಿ ವ್ಯತ್ಯಯ ಆಗದಂತೆ ನೋಡಿಕೊಳ್ಳಬೇಕು. ಹಳ್ಳಿಗಳಲ್ಲಿ ಕೊಳವೆಬಾವಿಗಳಿಗೆ ನಿರಂತರ ವಿದ್ಯುತ್ ನೀಡಬೇಕು. ಜಿಲ್ಲಾಧಿಕಾರಿ ದಿವ್ಯ ಪ್ರಭು ಅವರು ಮಾತನಾಡಿ, ಜನರಿಗೆ ಕುಡಿಯುವ ನೀರಿನ ಪೂರೈಕೆ ಆದ್ಯತೆಯ ಕೆಲಸ. ಯಾವುದೇ ಲೋಪವಾಗದಂತೆ ಎಚ್ಚರಿಕೆ ವಹಿಸಬೇಕು ಎಂದರು. ಜಿಲ್ಲೆಯಲ್ಲಿ 24 ಗಂಟೆಗಳ ಕಾಲ ನಿರಂತರ ನಿಗಾ ವಹಿಸಲು ಸಹಾಯವಾಣಿ ಆರಂಭಿಸಲಾಗಿದೆ. 160 ಗ್ರಾಮಗಳಲ್ಲಿ ಸಮಸ್ಯೆ ಉದ್ಭವಿಸಬಹುದು ಎಂದು ಗುರುತಿಸಲಾಗಿದೆ.	[763, 97, 907, 218]
cyan-dot	[570, 1442, 579, 1451]
salaam-byline: (ಹುಬ್ಬಳ್ಳಿ ಕ್ರಾಂತಿ ವರದಿ)	[778, 671, 840, 680]
award-article	[28, 66, 240, 690]
respondent-item: 27.Smt. Pushpa Anilrao Desai	[706, 1005, 811, 1015]
respondent-item: 41.Shri. Seema Rajanikant Desai	[706, 1134, 820, 1144]
cyan-dot	[800, 1442, 809, 1451]
appellant-address: R/o Gudumkerl, PO : Sattigeri, Tal : Saundatti, Dist : Belagavi.	[706, 830, 908, 840]
respondent-item: 18.Shri. Pratam Suresh Desai	[706, 922, 809, 932]
award-dateline: ರನ್ನಬೆಳಗಲಿ,ಏ.08:	[182, 129, 235, 138]
railway-byline: (ಹುಬ್ಬಳ್ಳಿ ಕ್ರಾಂತಿ ವರದಿ)	[292, 803, 354, 812]
date-english: Wednesday 09 April 2025	[771, 42, 900, 53]
infra-headline: ಮೂಲಭೂತ ಸೌಕರ್ಯಗಳನ್ನು ಪೂರೈಸುವಂತೆ ಶಾಸಕ ನಾರಾ ಭರತ್ ರೆಡ್ಡಿ ಸೂಚನೆ	[247, 909, 693, 939]
respondent-item: 9. Shri. Yallappa Bheemappa Talawar	[706, 867, 836, 877]
lead-col-6: ಪಂಚಾಯತ ಮಟ್ಟದಲ್ಲಿ ಬೋರವೆಲ್ ಕೊರೆಯಲು ಕ್ರಮವಹಿಸಬೇಕು. ಜಾತ್ರೆಗಳು ಇರುವ ಹಳ್ಳಿಗಳಲ್ಲಿ ನೀರಿನ ಅಭಾವ ಆಗದಂತೆ ಕ್ರಮವಹಿಸಿ: ಜಿಲ್ಲೆಯ ವಿವಿಧ ಹಳ್ಳಿಗಳಲ್ಲಿ ಜಾತ್ರೆಗಳು ನಡೆಯುತ್ತಿವೆ. ಜಾತ್ರೆಗಳು ಇದ್ದಲ್ಲಿ ಕುಡಿಯುವ ನೀರಿನ ಬಗ್ಗೆ ಹೆಚ್ಚಿನ ಒತ್ತು ನೀಡಬೇಕು. ತಾಲ್ಲೂಕು ಮಟ್ಟದ ಅಧಿಕಾರಿಗಳ ತಂಡ ರಚಿಸಿ: ಜಿಲ್ಲೆಯ ವಿವಿಧ ತಾಲೂಕುಗಳಲ್ಲಿ ಕುಡಿಯುವ ನೀರಿನ ಸಮಸ್ಯೆ ಆಗದಂತೆ ಅಧಿಕಾರಿಗಳ ತಂಡ ರಚಿಸಿ ನಿಗಾವಹಿಸಬೇಕು. ಈ ಸಂದರ್ಭದಲ್ಲಿ ಪೊಲೀಸ್ ಆಯುಕ್ತರು, ಜಿಲ್ಲಾ ಪಂಚಾಯತ್ ಸಿಇಓ, ಜಿಲ್ಲಾ ಪೊಲೀಸ್ ವರಿಷ್ಠಾಧಿಕಾರಿ, ಹಾಗೂ ವಿವಿಧ ಇಲಾಖೆಗಳ ಅಧಿಕಾರಿಗಳು ಉಪಸ್ಥಿತರಿದ್ದರು.	[763, 257, 907, 367]
magenta-dot	[581, 1442, 590, 1451]
respondent-item: 19.Shri. Ajit Krishnarao Desai	[706, 931, 810, 941]
daivajna-article	[28, 696, 240, 1438]
respondent-item: 21.Shri. Sujit Krishnarao Desai	[706, 950, 814, 960]
notice-body: Whereas the above named appellant has filed the top noted Revision against the orders passed in Appeal Phodi SR/120/2022-23 dated : 16/05/2024 by the Deputy Director of Land Records Belagavi in respect of R.S. No.16" to R.S.No.21" situated at Gundumerkeri Village, Tal: Saundatti, Dist : Belagavi against the Respondents No. 1,9,12,13,15, to 20,21 to 41,48,49,52 before the Hon'ble Court to appear either in person or through an advocate duly answerable to all material questions involved in the case on 17/04/2025 at 3.00 pm failling which the matter will be heard and decided in accordance with law.	[706, 1213, 910, 1315]
appellant-role: .....Appellant.	[864, 839, 910, 849]
respondent-item: 32.Shri. Nitin Manohar Desai	[706, 1051, 806, 1061]
registration-marks-1	[100, 1442, 142, 1451]
court-notice	[700, 770, 916, 1436]
by-order: By Order of this Court	[832, 1333, 910, 1343]
respondent-item: 49.Shri. Gangavva Balappa Ajjankatti	[706, 1152, 836, 1162]
